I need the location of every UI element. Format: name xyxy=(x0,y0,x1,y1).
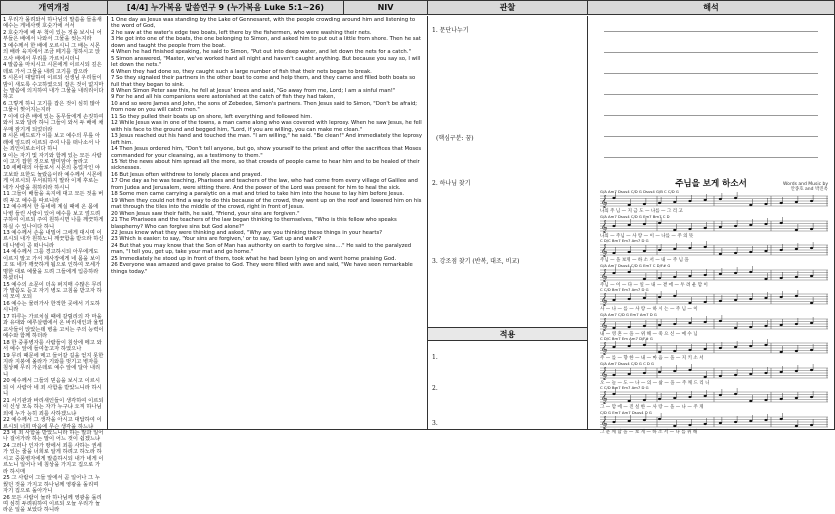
music-note xyxy=(643,418,646,420)
music-note xyxy=(810,349,813,351)
music-note xyxy=(719,421,722,423)
lyric-line: 오 — 늘 — 도 — 나 — 의 — 삶 — 을 — 주 께 드 리 니 xyxy=(600,380,710,386)
writing-line xyxy=(604,157,818,158)
music-note xyxy=(673,201,676,203)
music-note xyxy=(704,301,707,303)
chord-row: G/A Am7 Dsus4 C/D G Em7 Bm7 C D xyxy=(600,213,670,219)
music-note xyxy=(658,351,661,353)
music-note xyxy=(612,271,615,273)
niv-verse: 7 So they signaled their partners in the other boat to come and help them, and they came and filled both boats so full that they began to sink. xyxy=(111,75,416,88)
music-note xyxy=(764,222,767,224)
music-note xyxy=(810,247,813,249)
music-note xyxy=(780,398,783,400)
music-note xyxy=(688,368,691,370)
korean-verse: 18 한 중풍병자를 사람들이 침상에 메고 와서 예수 앞에 들여놓고자 하였으나 xyxy=(3,339,102,353)
korean-verse: 16 예수는 물러가사 한적한 곳에서 기도하시니라 xyxy=(3,300,101,314)
korean-verse: 21 서기관과 바리새인들이 생각하여 이르되 이 신성 모독 하는 자가 누구냐 오직 하나님 외에 누가 능히 죄를 사하겠느냐 xyxy=(3,397,104,417)
score-title: 주님을 보게 하소서 xyxy=(675,179,747,189)
music-note xyxy=(673,350,676,352)
music-note xyxy=(704,273,707,275)
music-note xyxy=(795,322,798,324)
music-note xyxy=(628,298,631,300)
korean-verse: 22 예수께서 그 생각을 아시고 대답하여 이르시되 너희 마음에 무슨 생각을 하느냐 xyxy=(3,417,102,430)
music-note xyxy=(780,417,783,419)
music-note xyxy=(749,400,752,402)
treble-clef-icon: 𝄞 xyxy=(601,317,608,331)
music-note xyxy=(795,295,798,297)
korean-verse: 6 그렇게 하니 고기를 잡은 것이 심히 많아 그물이 찢어지는지라 xyxy=(3,100,101,114)
observation-column xyxy=(428,16,588,429)
music-note xyxy=(795,201,798,203)
music-note xyxy=(688,321,691,323)
chord-row: G/A Am7 C/D G Em7 Am7 D G xyxy=(600,311,657,317)
music-note xyxy=(719,198,722,200)
korean-verse: 5 시몬이 대답하여 이르되 선생님 우리들이 밤이 새도록 수고하였으되 잡은 것이 없지마는 말씀에 의지하여 내가 그물을 내리리이다 하고 xyxy=(3,75,104,101)
music-note xyxy=(719,272,722,274)
music-note xyxy=(673,248,676,250)
niv-verse: 2 he saw at the water's edge two boats, left there by the fishermen, who were washing their nets. xyxy=(111,29,372,36)
niv-verse: 26 Everyone was amazed and gave praise to God. They were filled with awe and said, "We have seen remarkable things today." xyxy=(111,262,413,275)
lyric-line: 사 — 나 — 를 — 사 랑 — 하 시 는 — 주 님 — 이 xyxy=(600,307,698,312)
music-note xyxy=(688,349,691,351)
treble-clef-icon: 𝄞 xyxy=(601,391,608,404)
music-note xyxy=(658,417,661,419)
music-note xyxy=(749,372,752,374)
niv-verse: 18 Some men came carrying a paralytic on a mat and tried to take him into the house to lay him before Jesus. xyxy=(111,191,405,198)
music-note xyxy=(780,296,783,298)
music-note xyxy=(764,324,767,326)
music-note xyxy=(673,295,676,297)
korean-verse: 1 무리가 몰려와서 하나님의 말씀을 들을새 예수는 게네사렛 호숫가에 서서 xyxy=(3,17,102,30)
music-note xyxy=(734,224,737,226)
music-note xyxy=(780,323,783,325)
niv-verse: 1 One day as Jesus was standing by the Lake of Gennesaret, with the people crowding around him and listening to the word of God, xyxy=(111,17,416,30)
music-note xyxy=(688,247,691,249)
music-note xyxy=(795,228,798,230)
music-note xyxy=(612,420,615,422)
music-note xyxy=(612,326,615,328)
application-item-2: 2. xyxy=(432,385,438,392)
music-note xyxy=(704,226,707,228)
music-note xyxy=(719,394,722,396)
chord-row: C D/C Bm7 Em7 Am7 D G xyxy=(600,238,649,243)
music-note xyxy=(673,397,676,399)
music-note xyxy=(810,200,813,202)
music-note xyxy=(704,246,707,248)
music-note xyxy=(719,225,722,227)
music-note xyxy=(780,221,783,223)
music-note xyxy=(628,400,631,402)
niv-verse: 10 and so were James and John, the sons of Zebedee, Simon's partners. Then Jesus said to Simon, "Don't be afraid; from now on you will catch men." xyxy=(111,100,418,114)
application-item-1: 1. xyxy=(432,354,438,361)
music-note xyxy=(658,398,661,400)
writing-line xyxy=(604,31,818,32)
korean-verse: 12 예수께서 한 동네에 계실 때에 온 몸에 나병 들린 사람이 있어 예수를 보고 엎드려 구하여 이르되 주여 원하시면 나를 깨끗하게 하실 수 있나이다 하니 xyxy=(3,204,104,230)
music-note xyxy=(688,227,691,229)
interpretation-column xyxy=(588,16,834,435)
music-note xyxy=(764,418,767,420)
music-note xyxy=(688,274,691,276)
music-note xyxy=(795,350,798,352)
music-note xyxy=(764,399,767,401)
niv-verse: 24 But that you may know that the Son of Man has authority on earth to forgive sins...." He said to the paralyzed man, "I tell you, get up, take your mat and go home." xyxy=(111,242,412,256)
music-note xyxy=(734,271,737,273)
treble-clef-icon: 𝄞 xyxy=(601,268,608,282)
lyric-line: 내 — 영 혼 — 을 — 위 해 — 죽 으 신 — 예 수 님 xyxy=(600,331,698,337)
header-korean-version: 개역개정 xyxy=(1,1,108,15)
korean-verse: 13 예수께서 손을 내밀어 그에게 대시며 이르시되 내가 원하노니 깨끗함을 받으라 하신대 나병이 곧 떠나니라 xyxy=(3,229,104,249)
korean-verse: 4 말씀을 마치시고 시몬에게 이르시되 깊은 데로 가서 그물을 내려 고기를 잡으라 xyxy=(3,62,102,75)
header-observation: 관찰 xyxy=(428,1,588,15)
treble-clef-icon: 𝄞 xyxy=(601,219,608,233)
music-note xyxy=(734,326,737,328)
music-note xyxy=(643,399,646,401)
niv-verse: 13 Jesus reached out his hand and touched the man. "I am willing," he said. "Be clean!" And immediately the leprosy left him. xyxy=(111,133,422,146)
niv-verse: 12 While Jesus was in one of the towns, a man came along who was covered with leprosy. When he saw Jesus, he fell with his face to the ground and begged him, "Lord, if you are willing, you can make me clean." xyxy=(111,120,422,133)
music-note xyxy=(810,396,813,398)
korean-verse: 7 이에 다른 배에 있는 동무들에게 손짓하여 와서 도와 달라 하니 그들이 와서 두 배에 채우매 잠기게 되었더라 xyxy=(3,113,104,133)
lyric-line: 주님 — 을 보게 — 하 소 서 — 내 — 주 님 을 xyxy=(600,258,689,263)
music-note xyxy=(628,251,631,253)
music-note xyxy=(628,223,631,225)
music-note xyxy=(688,423,691,425)
writing-line xyxy=(604,94,818,95)
header-study-title: [4/4] 누가복음 말씀연구 9 (누가복음 Luke 5:1~26) xyxy=(108,1,344,15)
lyric-line: 그 — 맘 에 — 진 실 한 — 사 랑 — 을 — 나 — 주 게 xyxy=(600,405,704,410)
korean-verse: 10 세베대의 아들로서 시몬의 동업자인 야고보와 요한도 놀랐음이라 예수께서 시몬에게 이르시되 무서워하지 말라 이제 후로는 네가 사람을 취하리라 하시니 xyxy=(3,165,102,191)
music-note xyxy=(764,277,767,279)
music-note xyxy=(628,372,631,374)
music-note xyxy=(704,375,707,377)
music-note xyxy=(719,347,722,349)
music-note xyxy=(734,420,737,422)
music-note xyxy=(612,299,615,301)
music-note xyxy=(795,369,798,371)
music-note xyxy=(810,274,813,276)
music-note xyxy=(749,251,752,253)
music-note xyxy=(643,297,646,299)
chord-row: C/D G Em7 Am7 Dsus4 D G xyxy=(600,409,652,415)
korean-verses-column xyxy=(1,16,108,514)
music-note xyxy=(749,419,752,421)
writing-line xyxy=(604,52,818,53)
music-note xyxy=(734,299,737,301)
music-note xyxy=(658,221,661,223)
score-credit-line-1: Words and Music by xyxy=(783,182,828,187)
music-note xyxy=(643,277,646,279)
niv-verse: 11 So they pulled their boats up on shore, left everything and followed him. xyxy=(111,113,313,120)
niv-verse: 3 He got into one of the boats, the one belonging to Simon, and asked him to put out a little from shore. Then he sat down and taught the people from the boat. xyxy=(111,36,421,49)
music-note xyxy=(673,228,676,230)
music-note xyxy=(795,275,798,277)
music-note xyxy=(643,203,646,205)
music-note xyxy=(749,345,752,347)
music-note xyxy=(749,325,752,327)
chord-row: G/A Am7 Dsus4 C/D G Dsus4 G/B C C/D G xyxy=(600,189,679,194)
niv-verse: 16 But Jesus often withdrew to lonely places and prayed. xyxy=(111,171,263,178)
music-note xyxy=(734,346,737,348)
music-note xyxy=(764,297,767,299)
music-note xyxy=(749,298,752,300)
korean-verse: 2 호숫가에 배 두 척이 있는 것을 보시니 어부들은 배에서 나와서 그물을 씻는지라 xyxy=(3,29,102,43)
music-note xyxy=(810,368,813,370)
music-note xyxy=(643,250,646,252)
music-note xyxy=(719,374,722,376)
music-note xyxy=(734,393,737,395)
music-note xyxy=(643,344,646,346)
korean-verse: 17 하루는 가르치실 때에 갈릴리의 각 마을과 유대와 예루살렘에서 온 바리새인과 율법교사들이 앉았는데 병을 고치는 주의 능력이 예수와 함께 하더라 xyxy=(3,313,104,340)
chord-row: C C/D Bm7 Em7 Am7 D G xyxy=(600,385,649,390)
music-note xyxy=(628,419,631,421)
music-note xyxy=(628,345,631,347)
korean-verse: 26 모든 사람이 놀라 하나님께 영광을 돌리며 심히 두려워하여 이르되 오늘 우리가 놀라운 일을 보았다 하니라 xyxy=(3,494,102,514)
music-note xyxy=(764,203,767,205)
music-note xyxy=(734,197,737,199)
music-note xyxy=(688,200,691,202)
niv-verse: 4 When he had finished speaking, he said to Simon, "Put out into deep water, and let down the nets for a catch." xyxy=(111,49,411,56)
music-note xyxy=(612,252,615,254)
music-note xyxy=(719,300,722,302)
music-note xyxy=(810,302,813,304)
music-note xyxy=(658,276,661,278)
korean-verse: 14 예수께서 그를 경고하시되 아무에게도 이르지 말고 가서 제사장에게 네 몸을 보이고 또 네가 깨끗하게 됨으로 인하여 모세가 명한 대로 예물을 드려 그들에게 입증하라 하셨더니 xyxy=(3,249,101,282)
niv-verse: 19 When they could not find a way to do this because of the crowd, they went up on the roof and lowered him on his mat through the tiles into the middle of the crowd, right in front of Jesus. xyxy=(111,197,422,211)
niv-verse: 6 When they had done so, they caught such a large number of fish that their nets began to break. xyxy=(111,68,372,75)
niv-verses-column xyxy=(108,16,428,429)
music-note xyxy=(688,302,691,304)
music-note xyxy=(628,325,631,327)
application-item-3: 3. xyxy=(432,420,438,427)
music-note xyxy=(704,199,707,201)
observation-item-emphasis: 3. 강조점 찾기 (반복, 대조, 비교) xyxy=(432,258,520,265)
observation-item-paragraphs: 1. 문단나누기 xyxy=(432,27,469,34)
korean-verse: 23 네 죄 사함을 받았느니라 하는 말과 일어나 걸어가라 하는 말이 어느 것이 쉽겠느냐 xyxy=(3,430,104,443)
chord-row: G/A Am7 Dsus4 C/D G C D G xyxy=(600,360,654,366)
niv-verse: 9 For he and all his companions were astonished at the catch of fish they had taken, xyxy=(111,94,336,101)
korean-verse: 19 무리 때문에 메고 들어갈 길을 얻지 못한지라 지붕에 올라가 기와를 벗기고 병자를 침상째 무리 가운데로 예수 앞에 달아 내리니 xyxy=(3,352,104,378)
music-note xyxy=(795,424,798,426)
music-note xyxy=(764,371,767,373)
treble-clef-icon: 𝄞 xyxy=(601,342,608,355)
music-note xyxy=(749,223,752,225)
music-note xyxy=(734,252,737,254)
music-note xyxy=(780,249,783,251)
niv-verse: 25 Immediately he stood up in front of them, took what he had been lying on and went home praising God. xyxy=(111,255,397,262)
chord-row: C C/D Bm7 Em7 Am7 D G xyxy=(600,287,649,292)
niv-verse: 22 Jesus knew what they were thinking and asked, "Why are you thinking these things in your hearts? xyxy=(111,229,383,236)
lyric-line: 주님 — 이 — 다 — 일 — 내 — 곁 에 — 두 려 운 맘 이 xyxy=(600,282,708,288)
music-note xyxy=(810,423,813,425)
music-note xyxy=(612,346,615,348)
music-note xyxy=(780,370,783,372)
music-note xyxy=(780,276,783,278)
music-note xyxy=(704,422,707,424)
chord-row: C D/C Bm7 Em Am7 D/F# G xyxy=(600,336,653,341)
music-note xyxy=(764,250,767,252)
music-note xyxy=(628,270,631,272)
music-note xyxy=(643,324,646,326)
music-note xyxy=(795,248,798,250)
music-note xyxy=(780,351,783,353)
score-credit-line-2: 안종호 and 박진옥 xyxy=(790,187,828,192)
music-note xyxy=(643,371,646,373)
music-note xyxy=(673,322,676,324)
treble-clef-icon: 𝄞 xyxy=(601,195,608,208)
music-note xyxy=(734,373,737,375)
music-note xyxy=(764,344,767,346)
music-note xyxy=(643,222,646,224)
korean-verse: 9 이는 자기 및 자기와 함께 있는 모든 사람이 고기 잡힌 것으로 말미암아 놀라고 xyxy=(3,152,102,165)
niv-verse: 17 One day as he was teaching, Pharisees and teachers of the law, who had come from every village of Galilee and from Judea and Jerusalem, were sitting there. And the power of the Lord was present for him to heal the sick. xyxy=(111,178,418,191)
korean-verse: 25 그 사람이 그들 앞에서 곧 일어나 그 누웠던 것을 가지고 하나님께 영광을 돌리며 자기 집으로 돌아가니 xyxy=(3,475,100,495)
music-note xyxy=(673,424,676,426)
music-note xyxy=(688,396,691,398)
music-note xyxy=(628,204,631,206)
header-niv: NIV xyxy=(344,1,428,15)
treble-clef-icon: 𝄞 xyxy=(601,366,608,380)
music-note xyxy=(795,397,798,399)
application-header: 적용 xyxy=(428,327,587,341)
niv-verse: 20 When Jesus saw their faith, he said, "Friend, your sins are forgiven." xyxy=(111,210,300,217)
niv-verse: 15 Yet the news about him spread all the more, so that crowds of people came to hear him and to be healed of their sicknesses. xyxy=(111,158,420,172)
treble-clef-icon: 𝄞 xyxy=(601,244,608,257)
music-note xyxy=(658,249,661,251)
music-note xyxy=(780,202,783,204)
korean-verse: 24 그러나 인자가 땅에서 죄를 사하는 권세가 있는 줄을 너희로 알게 하려고 하노라 하시고 중풍병자에게 말씀하시되 내가 네게 이르노니 일어나 네 침상을 가지고 집으로 가라 하시매 xyxy=(3,442,104,475)
observation-keyword: (핵심구분: 꿈) xyxy=(436,135,474,142)
music-note xyxy=(673,369,676,371)
lyric-line: 나의 주 님 — 지 금 도 — 나를 — 그 리 고 xyxy=(600,209,683,214)
niv-verse: 23 Which is easier: to say, 'Your sins are forgiven,' or to say, 'Get up and walk'? xyxy=(111,236,322,243)
lyric-line: 나의 — 주님 — 사 랑 — 이 — 나를 — 주 의 뜻 xyxy=(600,233,694,239)
korean-verse: 15 예수의 소문이 더욱 퍼지매 수많은 무리가 말씀도 듣고 자기 병도 고침을 받고자 하여 모여 오되 xyxy=(3,281,102,301)
chord-row: G/A Am7 Dsus4 C/D G Em7 C D/F# G xyxy=(600,262,671,268)
music-note xyxy=(749,270,752,272)
korean-verse: 8 시몬 베드로가 이를 보고 예수의 무릎 아래에 엎드려 이르되 주여 나를 떠나소서 나는 죄인이로소이다 하니 xyxy=(3,133,101,153)
music-note xyxy=(749,204,752,206)
music-note xyxy=(704,320,707,322)
korean-verse: 20 예수께서 그들의 믿음을 보시고 이르시되 이 사람아 네 죄 사함을 받았느니라 하시니 xyxy=(3,378,102,398)
music-note xyxy=(612,373,615,375)
music-note xyxy=(719,319,722,321)
music-note xyxy=(704,348,707,350)
music-note xyxy=(658,370,661,372)
treble-clef-icon: 𝄞 xyxy=(601,415,608,429)
korean-verse: 11 그들이 배들을 육지에 대고 모든 것을 버려 두고 예수를 따르니라 xyxy=(3,191,104,204)
music-note xyxy=(810,227,813,229)
writing-line xyxy=(604,115,818,116)
treble-clef-icon: 𝄞 xyxy=(601,293,608,306)
writing-line xyxy=(604,136,818,137)
niv-verse: 5 Simon answered, "Master, we've worked hard all night and haven't caught anything. But because you say so, I will let down the nets." xyxy=(111,55,421,69)
observation-item-find-god: 2. 하나님 찾기 xyxy=(432,180,471,187)
music-note xyxy=(719,253,722,255)
lyric-line: 그 분 께 함 을 — 보 게 — 하 소 서 — 나 를 위 해 xyxy=(600,429,698,435)
music-note xyxy=(612,197,615,199)
music-note xyxy=(612,393,615,395)
niv-verse: 8 When Simon Peter saw this, he fell at Jesus' knees and said, "Go away from me, Lord; I am a sinful man!" xyxy=(111,87,396,94)
writing-line xyxy=(604,73,818,74)
music-note xyxy=(673,275,676,277)
music-note xyxy=(612,224,615,226)
music-note xyxy=(704,395,707,397)
music-note xyxy=(658,202,661,204)
lyric-line: 주 — 를 — 향 한 — 내 — 마 음 — 을 — 지 키 소 서 xyxy=(600,356,704,361)
niv-verse: 21 The Pharisees and the teachers of the law began thinking to themselves, "Who is this fellow who speaks blasphemy? Who can forgive sins but God alone?" xyxy=(111,217,397,230)
korean-verse: 3 예수께서 한 배에 오르시니 그 배는 시몬의 배라 육지에서 조금 떼기를 청하시고 앉으사 배에서 무리를 가르치시더니 xyxy=(3,42,101,62)
header-interpretation: 해석 xyxy=(588,1,834,15)
music-note xyxy=(658,323,661,325)
music-note xyxy=(658,296,661,298)
music-note xyxy=(810,321,813,323)
niv-verse: 14 Then Jesus ordered him, "Don't tell anyone, but go, show yourself to the priest and offer the sacrifices that Moses commanded for your cleansing, as a testimony to them." xyxy=(111,146,422,159)
